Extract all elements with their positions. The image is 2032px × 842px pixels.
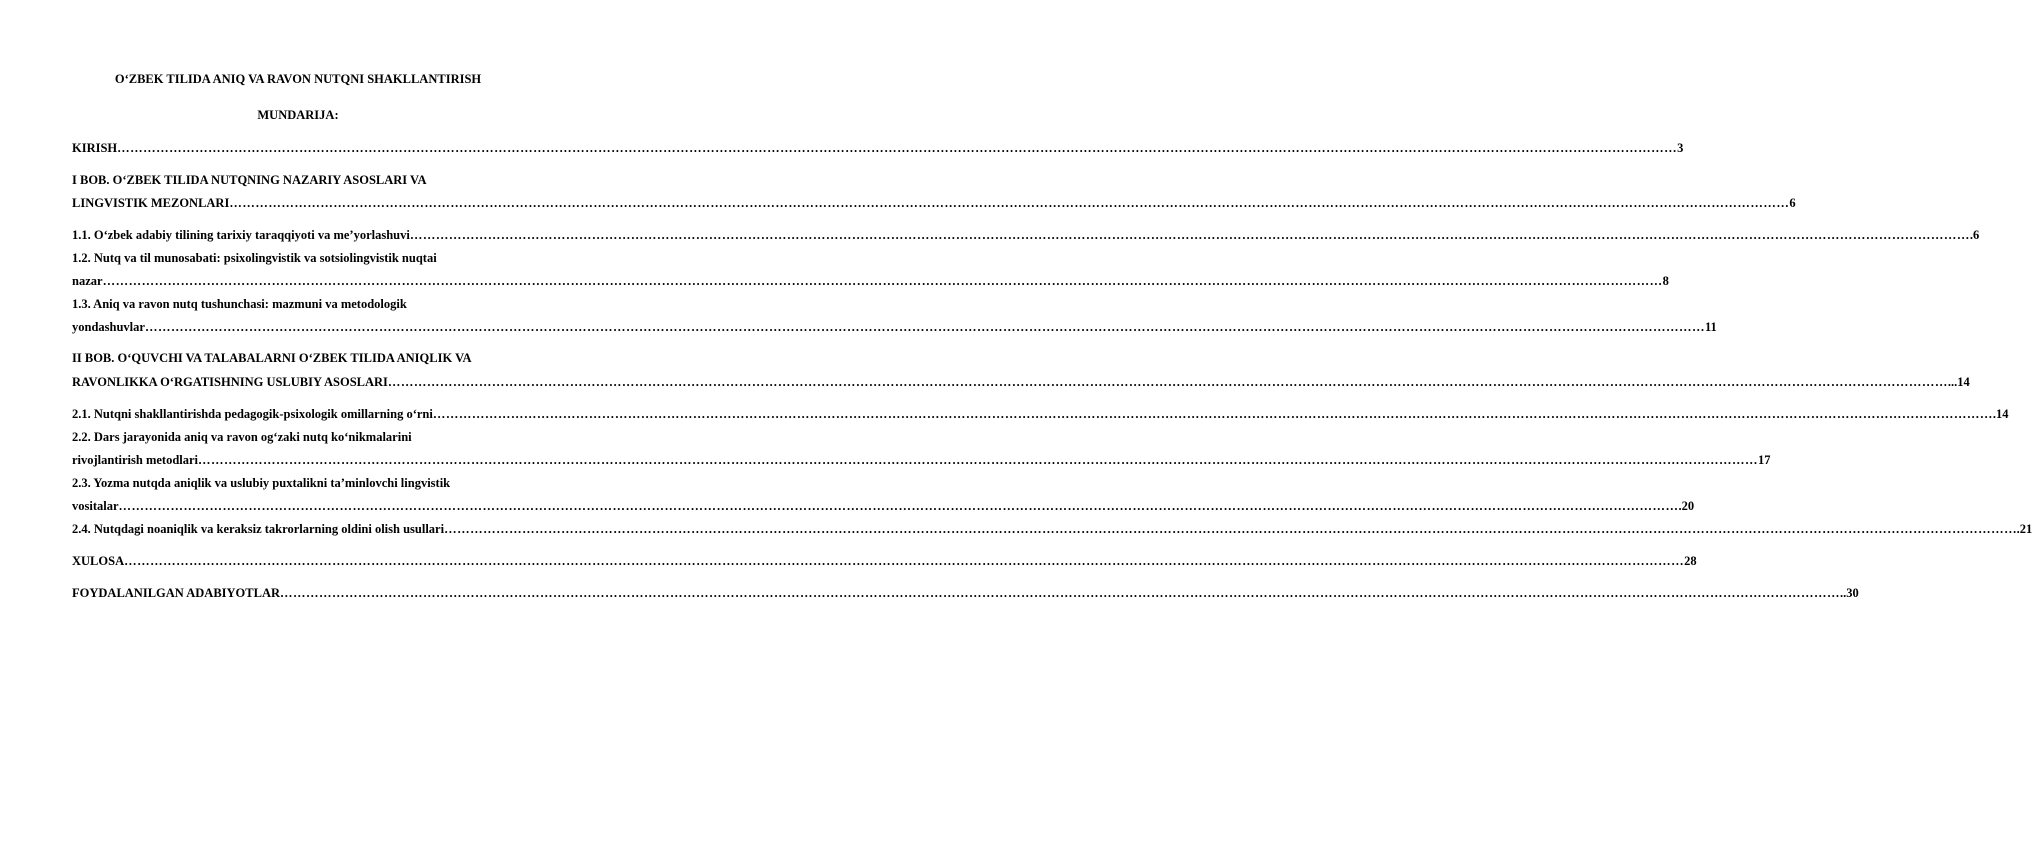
toc-entry-1-3: yondashuvlar ……………………………………………………………………………………………………………………………………………………………………………………………………………………………………………………………………………………………………………………………… 11: [72, 320, 1717, 334]
toc-entry-1-1: 1.1. O‘zbek adabiy tilining tarixiy taraqqiyoti va me’yorlashuvi ……………………………………………………………………………………………………………………………………………………………………………………………………………………………………………………………………………………………………………………………… .6: [72, 228, 1980, 242]
leader-dots: ………………………………………………………………………………………………………………………………………………………………………………………………………………………………………………………………………………………………………………………………: [117, 141, 1678, 155]
page-number: 11: [1704, 320, 1717, 334]
toc-entry-2-4: 2.4. Nutqdagi noaniqlik va keraksiz takrorlarning oldini olish usullari ……………………………………………………………………………………………………………………………………………………………………………………………………………………………………………………………………………………………………………………………… ….21: [72, 522, 2032, 536]
page-number: .6: [1969, 228, 1980, 242]
leader-dots: ………………………………………………………………………………………………………………………………………………………………………………………………………………………………………………………………………………………………………………………………: [102, 274, 1663, 288]
page-number: 3: [1677, 141, 1684, 155]
toc-entry-adabiyotlar: FOYDALANILGAN ADABIYOTLAR ……………………………………………………………………………………………………………………………………………………………………………………………………………………………………………………………………………………………………………………………… ..30: [72, 586, 1859, 600]
page-number: .14: [1992, 407, 2009, 421]
toc-entry-chapter-1: LINGVISTIK MEZONLARI ……………………………………………………………………………………………………………………………………………………………………………………………………………………………………………………………………………………………………………………………… 6: [72, 196, 1796, 210]
page-number: 6: [1789, 196, 1796, 210]
leader-dots: ………………………………………………………………………………………………………………………………………………………………………………………………………………………………………………………………………………………………………………………………: [432, 407, 1993, 421]
toc-entry-chapter-1-line-1: I BOB. O‘ZBEK TILIDA NUTQNING NAZARIY ASOSLARI VA: [72, 173, 427, 187]
leader-dots: ………………………………………………………………………………………………………………………………………………………………………………………………………………………………………………………………………………………………………………………………: [409, 228, 1970, 242]
leader-dots: ………………………………………………………………………………………………………………………………………………………………………………………………………………………………………………………………………………………………………………………………: [118, 499, 1679, 513]
toc-entry-kirish: KIRISH ……………………………………………………………………………………………………………………………………………………………………………………………………………………………………………………………………………………………………………………………… 3: [72, 141, 1684, 155]
page-number: .20: [1678, 499, 1695, 513]
leader-dots: ………………………………………………………………………………………………………………………………………………………………………………………………………………………………………………………………………………………………………………………………: [387, 375, 1948, 389]
leader-dots: ………………………………………………………………………………………………………………………………………………………………………………………………………………………………………………………………………………………………………………………………: [229, 196, 1790, 210]
toc-entry-2-2-line-1: 2.2. Dars jarayonida aniq va ravon og‘zaki nutq ko‘nikmalarini: [72, 430, 412, 444]
leader-dots: ………………………………………………………………………………………………………………………………………………………………………………………………………………………………………………………………………………………………………………………………: [444, 522, 2005, 536]
page-number: ..30: [1840, 586, 1859, 600]
page-number: 28: [1684, 554, 1697, 568]
toc-entry-chapter-2: RAVONLIKKA O‘RGATISHNING USLUBIY ASOSLARI ……………………………………………………………………………………………………………………………………………………………………………………………………………………………………………………………………………………………………………………………… ...14: [72, 375, 1970, 389]
page-number: 17: [1758, 453, 1771, 467]
toc-entry-1-3-line-1: 1.3. Aniq va ravon nutq tushunchasi: mazmuni va metodologik: [72, 297, 407, 311]
toc-entry-xulosa: XULOSA ……………………………………………………………………………………………………………………………………………………………………………………………………………………………………………………………………………………………………………………………… 28: [72, 554, 1697, 568]
page-number: ….21: [2004, 522, 2032, 536]
page-number: 8: [1662, 274, 1669, 288]
leader-dots: ………………………………………………………………………………………………………………………………………………………………………………………………………………………………………………………………………………………………………………………………: [124, 554, 1685, 568]
toc-entry-1-2-line-1: 1.2. Nutq va til munosabati: psixolingvistik va sotsiolingvistik nuqtai: [72, 251, 437, 265]
document-title: O‘ZBEK TILIDA ANIQ VA RAVON NUTQNI SHAKLLANTIRISH: [114, 72, 482, 86]
toc-entry-2-2: rivojlantirish metodlari ……………………………………………………………………………………………………………………………………………………………………………………………………………………………………………………………………………………………………………………………… 17: [72, 453, 1771, 467]
toc-heading: MUNDARIJA:: [257, 108, 339, 122]
leader-dots: ………………………………………………………………………………………………………………………………………………………………………………………………………………………………………………………………………………………………………………………………: [144, 320, 1705, 334]
toc-entry-chapter-2-line-1: II BOB. O‘QUVCHI VA TALABALARNI O‘ZBEK TILIDA ANIQLIK VA: [72, 351, 472, 365]
toc-entry-2-3: vositalar ……………………………………………………………………………………………………………………………………………………………………………………………………………………………………………………………………………………………………………………………… .20: [72, 499, 1695, 513]
leader-dots: ………………………………………………………………………………………………………………………………………………………………………………………………………………………………………………………………………………………………………………………………: [280, 586, 1841, 600]
leader-dots: ………………………………………………………………………………………………………………………………………………………………………………………………………………………………………………………………………………………………………………………………: [198, 453, 1759, 467]
page-number: ...14: [1947, 375, 1970, 389]
toc-entry-2-1: 2.1. Nutqni shakllantirishda pedagogik-psixologik omillarning o‘rni ……………………………………………………………………………………………………………………………………………………………………………………………………………………………………………………………………………………………………………………………… .14: [72, 407, 2009, 421]
toc-entry-2-3-line-1: 2.3. Yozma nutqda aniqlik va uslubiy puxtalikni ta’minlovchi lingvistik: [72, 476, 451, 490]
toc-entry-1-2: nazar ……………………………………………………………………………………………………………………………………………………………………………………………………………………………………………………………………………………………………………………………… 8: [72, 274, 1669, 288]
